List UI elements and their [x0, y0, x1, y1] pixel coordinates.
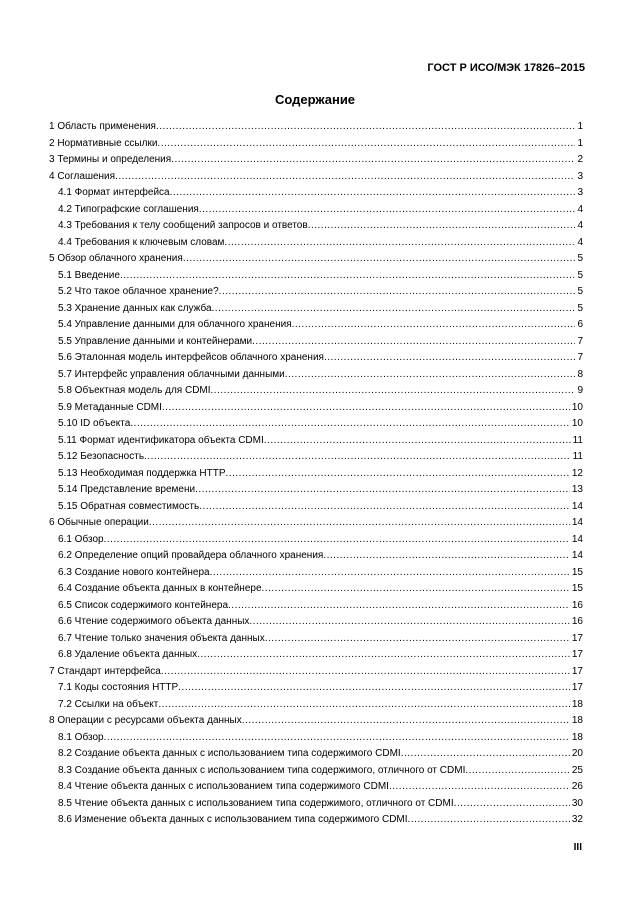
- toc-entry-page: 25: [571, 764, 583, 776]
- toc-leader-dots: [199, 202, 576, 219]
- toc-entry[interactable]: [49, 515, 583, 532]
- toc-entry[interactable]: [49, 367, 583, 384]
- table-of-contents: [49, 119, 583, 829]
- toc-entry[interactable]: [49, 466, 583, 483]
- toc-entry[interactable]: [49, 796, 583, 813]
- toc-entry[interactable]: [49, 746, 583, 763]
- toc-entry-label: 8.1 Обзор: [58, 731, 104, 743]
- toc-entry-page: 9: [577, 385, 583, 396]
- toc-entry[interactable]: [49, 548, 583, 565]
- toc-entry-page: 18: [571, 715, 583, 726]
- toc-entry[interactable]: [49, 499, 583, 516]
- toc-leader-dots: [149, 515, 570, 532]
- toc-entry[interactable]: [49, 334, 583, 351]
- toc-entry-label: 4.2 Типографские соглашения: [58, 203, 199, 215]
- toc-entry[interactable]: [49, 482, 583, 499]
- toc-entry-page: 20: [571, 748, 583, 759]
- toc-entry-label: 5.2 Что такое облачное хранение?: [58, 286, 219, 297]
- toc-entry[interactable]: [49, 317, 583, 334]
- toc-entry[interactable]: [49, 416, 583, 433]
- toc-leader-dots: [292, 317, 576, 334]
- toc-entry-label: 6.3 Создание нового контейнера: [58, 566, 210, 578]
- toc-entry-label: 8.3 Создание объекта данных с использованием типа содержимого, отличного от CDMI: [58, 764, 466, 776]
- toc-entry-label: 6.1 Обзор: [58, 533, 104, 545]
- toc-entry[interactable]: [49, 202, 583, 219]
- toc-leader-dots: [157, 136, 575, 153]
- toc-entry-page: 5: [577, 302, 583, 314]
- toc-entry[interactable]: [49, 779, 583, 796]
- toc-leader-dots: [162, 400, 570, 417]
- toc-entry-label: 5.1 Введение: [58, 269, 120, 281]
- toc-entry[interactable]: [49, 235, 583, 252]
- toc-entry-page: 26: [571, 781, 583, 792]
- toc-entry-page: 15: [571, 566, 583, 578]
- toc-entry-page: 11: [572, 451, 583, 462]
- toc-entry-page: 16: [571, 616, 583, 627]
- toc-leader-dots: [265, 631, 570, 648]
- toc-entry-label: 8.4 Чтение объекта данных с использованием типа содержимого CDMI: [58, 781, 389, 792]
- toc-entry[interactable]: [49, 697, 583, 714]
- toc-title: Содержание: [274, 92, 356, 107]
- toc-entry-label: 1 Область применения: [49, 121, 156, 132]
- toc-entry-label: 6.6 Чтение содержимого объекта данных: [58, 616, 250, 627]
- toc-entry-page: 18: [571, 731, 583, 743]
- toc-entry[interactable]: [49, 119, 583, 136]
- toc-entry-page: 10: [571, 401, 583, 413]
- toc-entry-label: 5.4 Управление данными для облачного хранения: [58, 319, 292, 330]
- toc-entry-page: 11: [572, 434, 583, 446]
- toc-leader-dots: [197, 647, 570, 664]
- toc-entry-page: 12: [571, 467, 583, 479]
- toc-entry-page: 4: [577, 236, 583, 248]
- toc-entry-label: 5.3 Хранение данных как служба: [58, 302, 212, 314]
- toc-entry[interactable]: [49, 664, 583, 681]
- toc-entry[interactable]: [49, 433, 583, 450]
- toc-entry[interactable]: [49, 136, 583, 153]
- toc-entry-page: 2: [577, 154, 583, 165]
- toc-entry-page: 1: [577, 137, 583, 149]
- toc-entry-label: 5.6 Эталонная модель интерфейсов облачного хранения: [58, 352, 324, 363]
- toc-entry[interactable]: [49, 631, 583, 648]
- toc-entry[interactable]: [49, 169, 583, 186]
- toc-entry-label: 5.14 Представление времени: [58, 484, 196, 495]
- toc-entry[interactable]: [49, 350, 583, 367]
- toc-leader-dots: [224, 235, 575, 252]
- toc-entry[interactable]: [49, 730, 583, 747]
- toc-entry-page: 17: [571, 632, 583, 644]
- toc-entry-label: 3 Термины и определения: [49, 154, 172, 165]
- toc-entry[interactable]: [49, 763, 583, 780]
- toc-leader-dots: [158, 697, 570, 714]
- toc-entry-page: 30: [571, 797, 583, 809]
- toc-leader-dots: [262, 581, 570, 598]
- toc-leader-dots: [195, 482, 570, 499]
- toc-entry[interactable]: [49, 218, 583, 235]
- document-code: ГОСТ Р ИСО/МЭК 17826–2015: [427, 62, 585, 74]
- toc-leader-dots: [389, 779, 570, 796]
- toc-leader-dots: [212, 301, 576, 318]
- toc-entry-page: 10: [571, 418, 583, 429]
- toc-entry-label: 5.8 Объектная модель для CDMI: [58, 385, 211, 396]
- toc-leader-dots: [285, 367, 576, 384]
- toc-entry-label: 7 Стандарт интерфейса: [49, 665, 161, 677]
- toc-leader-dots: [144, 449, 571, 466]
- toc-entry-page: 32: [571, 814, 583, 825]
- toc-entry-page: 14: [571, 500, 583, 512]
- toc-leader-dots: [161, 664, 570, 681]
- toc-entry-page: 7: [577, 352, 583, 363]
- toc-entry-label: 4.4 Требования к ключевым словам: [58, 236, 225, 248]
- toc-entry[interactable]: [49, 383, 583, 400]
- page-number: III: [573, 842, 582, 853]
- toc-entry-label: 8 Операции с ресурсами объекта данных: [49, 715, 242, 726]
- toc-entry-page: 14: [571, 533, 583, 545]
- toc-leader-dots: [211, 383, 576, 400]
- toc-leader-dots: [408, 812, 570, 829]
- toc-leader-dots: [228, 598, 570, 615]
- toc-entry-label: 4 Соглашения: [49, 170, 116, 182]
- toc-entry-label: 5.10 ID объекта: [58, 418, 131, 429]
- toc-leader-dots: [324, 350, 575, 367]
- toc-entry-label: 8.6 Изменение объекта данных с использованием типа содержимого CDMI: [58, 814, 408, 825]
- toc-entry-page: 4: [577, 203, 583, 215]
- toc-entry-page: 18: [571, 698, 583, 710]
- toc-entry[interactable]: [49, 581, 583, 598]
- toc-entry-page: 3: [577, 187, 583, 198]
- toc-entry[interactable]: [49, 449, 583, 466]
- toc-leader-dots: [252, 334, 575, 351]
- toc-leader-dots: [401, 746, 570, 763]
- toc-entry-label: 5.11 Формат идентификатора объекта CDMI: [58, 434, 264, 446]
- toc-entry-label: 6.2 Определение опций провайдера облачного хранения: [58, 550, 324, 561]
- toc-entry-page: 1: [577, 121, 583, 132]
- toc-entry-label: 5.15 Обратная совместимость: [58, 500, 200, 512]
- toc-leader-dots: [171, 152, 575, 169]
- toc-entry-page: 17: [571, 649, 583, 660]
- toc-entry-label: 6 Обычные операции: [49, 517, 149, 528]
- toc-entry-page: 14: [571, 550, 583, 561]
- toc-entry-label: 5.13 Необходимая поддержка HTTP: [58, 467, 226, 479]
- toc-leader-dots: [219, 284, 576, 301]
- toc-leader-dots: [120, 268, 575, 285]
- toc-entry-label: 5.7 Интерфейс управления облачными данными: [58, 368, 285, 380]
- toc-leader-dots: [115, 169, 575, 186]
- toc-entry-label: 5.9 Метаданные CDMI: [58, 401, 162, 413]
- toc-entry[interactable]: [49, 400, 583, 417]
- toc-entry-page: 17: [571, 682, 583, 693]
- toc-entry[interactable]: [49, 532, 583, 549]
- toc-entry-page: 16: [571, 599, 583, 611]
- toc-entry-label: 5.12 Безопасность: [58, 451, 145, 462]
- toc-entry-label: 4.1 Формат интерфейса: [58, 187, 170, 198]
- toc-entry-page: 3: [577, 170, 583, 182]
- toc-entry-page: 5: [577, 286, 583, 297]
- toc-entry[interactable]: [49, 614, 583, 631]
- toc-entry-label: 6.5 Список содержимого контейнера: [58, 599, 229, 611]
- toc-leader-dots: [178, 680, 570, 697]
- toc-entry[interactable]: [49, 185, 583, 202]
- toc-entry-label: 5 Обзор облачного хранения: [49, 253, 183, 264]
- toc-entry[interactable]: [49, 680, 583, 697]
- toc-leader-dots: [226, 466, 570, 483]
- toc-entry-label: 2 Нормативные ссылки: [49, 137, 158, 149]
- toc-leader-dots: [264, 433, 571, 450]
- toc-entry-page: 6: [577, 319, 583, 330]
- toc-entry-label: 5.5 Управление данными и контейнерами: [58, 335, 253, 347]
- toc-entry-label: 7.2 Ссылки на объект: [58, 698, 159, 710]
- toc-leader-dots: [308, 218, 576, 235]
- toc-leader-dots: [210, 565, 570, 582]
- toc-entry[interactable]: [49, 268, 583, 285]
- toc-entry-page: 5: [577, 253, 583, 264]
- toc-entry-label: 4.3 Требования к телу сообщений запросов и ответов: [58, 220, 308, 231]
- toc-entry[interactable]: [49, 713, 583, 730]
- toc-leader-dots: [242, 713, 570, 730]
- toc-entry-page: 4: [577, 220, 583, 231]
- toc-entry-label: 6.7 Чтение только значения объекта данных: [58, 632, 265, 644]
- toc-leader-dots: [170, 185, 576, 202]
- toc-entry-label: 7.1 Коды состояния HTTP: [58, 682, 179, 693]
- toc-entry-page: 8: [577, 368, 583, 380]
- toc-entry-page: 15: [571, 583, 583, 594]
- toc-entry[interactable]: [49, 152, 583, 169]
- toc-leader-dots: [104, 532, 570, 549]
- toc-entry-page: 14: [571, 517, 583, 528]
- toc-entry-label: 8.2 Создание объекта данных с использованием типа содержимого CDMI: [58, 748, 401, 759]
- toc-entry[interactable]: [49, 812, 583, 829]
- toc-entry[interactable]: [49, 647, 583, 664]
- toc-entry[interactable]: [49, 301, 583, 318]
- toc-entry-page: 13: [571, 484, 583, 495]
- toc-leader-dots: [454, 796, 570, 813]
- toc-entry[interactable]: [49, 565, 583, 582]
- toc-leader-dots: [130, 416, 570, 433]
- toc-entry[interactable]: [49, 598, 583, 615]
- toc-leader-dots: [323, 548, 570, 565]
- toc-entry-page: 17: [571, 665, 583, 677]
- toc-leader-dots: [183, 251, 576, 268]
- toc-leader-dots: [156, 119, 575, 136]
- toc-entry[interactable]: [49, 284, 583, 301]
- toc-leader-dots: [249, 614, 569, 631]
- toc-leader-dots: [104, 730, 570, 747]
- toc-leader-dots: [199, 499, 570, 516]
- toc-entry-page: 7: [577, 335, 583, 347]
- toc-entry-label: 6.4 Создание объекта данных в контейнере: [58, 583, 262, 594]
- toc-leader-dots: [465, 763, 570, 780]
- toc-entry[interactable]: [49, 251, 583, 268]
- toc-entry-label: 8.5 Чтение объекта данных с использованием типа содержимого, отличного от CDMI: [58, 797, 454, 809]
- toc-entry-label: 6.8 Удаление объекта данных: [58, 649, 198, 660]
- toc-entry-page: 5: [577, 269, 583, 281]
